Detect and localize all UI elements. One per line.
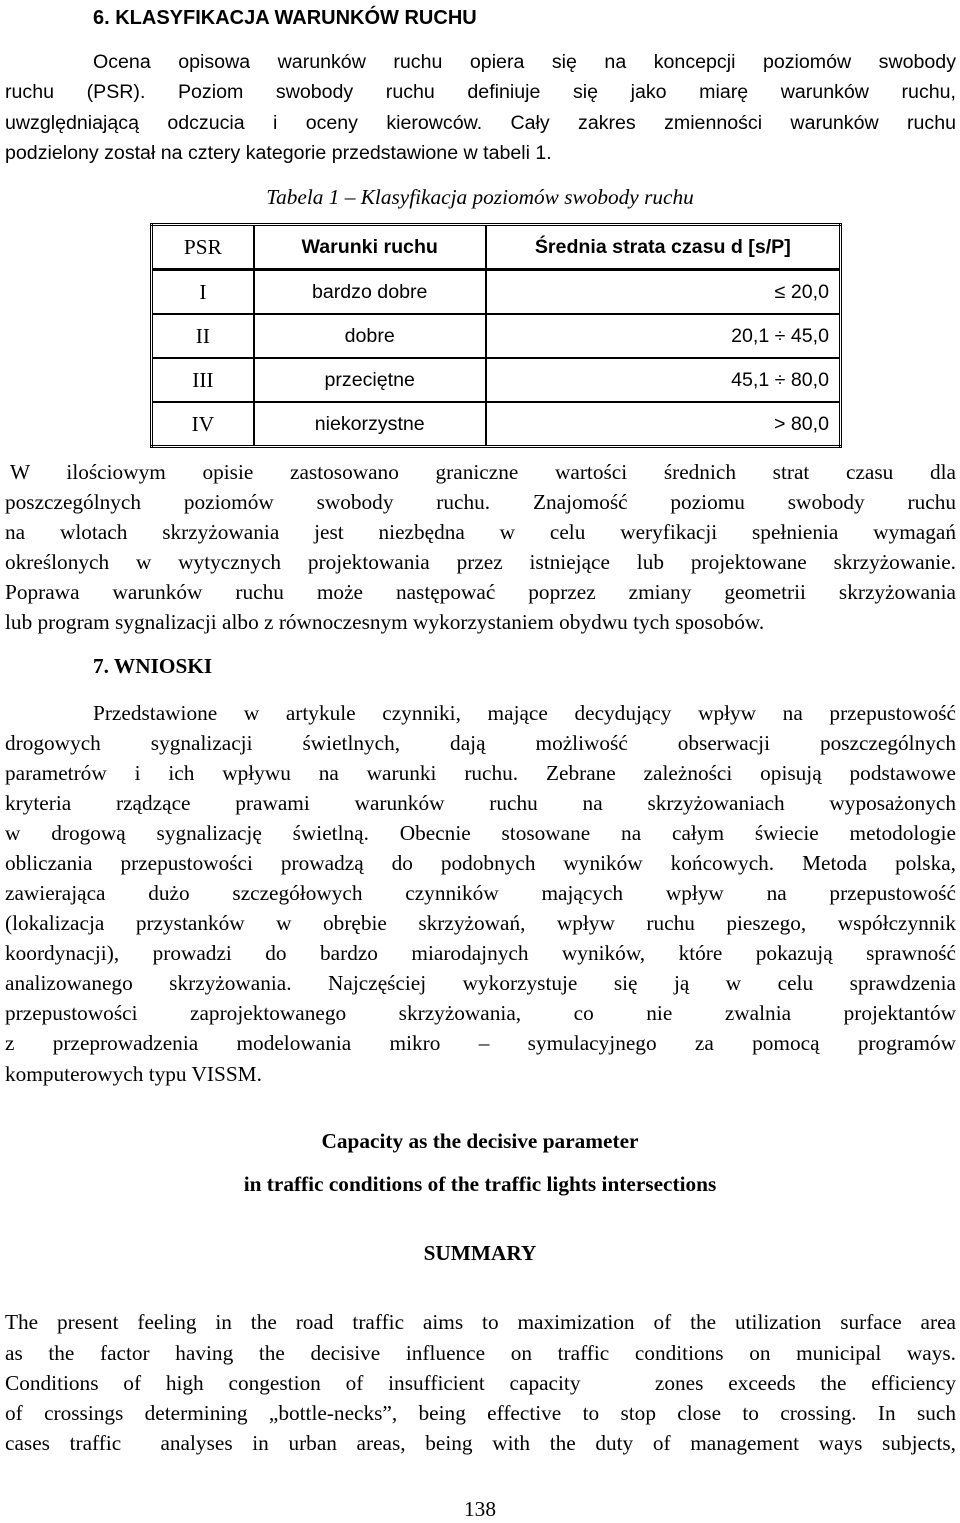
delay-cell: > 80,0: [486, 402, 841, 447]
conclusion-line-4: kryteria rządzące prawami warunków ruchu na skrzyżowaniach wyposażonych: [5, 791, 956, 815]
table-caption: Tabela 1 – Klasyfikacja poziomów swobody ruchu: [266, 185, 694, 209]
table-header-row: [152, 225, 841, 270]
table-row: [152, 402, 841, 447]
after-table-line-1: W ilościowym opisie zastosowano graniczne wartości średnich strat czasu dla: [10, 460, 956, 484]
summary-line-2: as the factor having the decisive influence on traffic conditions on municipal ways.: [5, 1341, 956, 1365]
delay-cell: ≤ 20,0: [486, 270, 841, 315]
delay-cell: 20,1 ÷ 45,0: [486, 314, 841, 358]
header-psr: PSR: [152, 225, 254, 270]
table-row: [152, 358, 841, 402]
psr-cell: II: [152, 314, 254, 358]
table-row: [152, 314, 841, 358]
after-table-line-3: na wlotach skrzyżowania jest niezbędna w celu weryfikacji spełnienia wymagań: [5, 520, 956, 544]
conclusion-line-8: (lokalizacja przystanków w obrębie skrzyżowań, wpływ ruchu pieszego, współczynnik: [5, 911, 956, 935]
table-row: [152, 270, 841, 315]
after-table-line-2: poszczególnych poziomów swobody ruchu. Znajomość poziomu swobody ruchu: [5, 490, 956, 514]
summary-line-1: The present feeling in the road traffic aims to maximization of the utilization surface area: [5, 1310, 956, 1334]
summary-heading: SUMMARY: [423, 1241, 537, 1265]
conclusion-line-10: analizowanego skrzyżowania. Najczęściej wykorzystuje się ją w celu sprawdzenia: [5, 971, 956, 995]
conclusion-line-3: parametrów i ich wpływu na warunki ruchu. Zebrane zależności opisują podstawowe: [5, 761, 956, 785]
conclusion-line-9: koordynacji), prowadzi do bardzo miarodajnych wyników, które pokazują sprawność: [5, 941, 956, 965]
english-title-line-1: Capacity as the decisive parameter: [321, 1129, 639, 1153]
page-number: 138: [464, 1497, 496, 1521]
conclusion-line-5: w drogową sygnalizację świetlną. Obecnie stosowane na całym świecie metodologie: [5, 821, 956, 845]
intro-line-4: podzielony został na cztery kategorie przedstawione w tabeli 1.: [5, 142, 552, 164]
conclusion-line-1: Przedstawione w artykule czynniki, mające decydujący wpływ na przepustowość: [93, 701, 956, 725]
conclusion-line-13: komputerowych typu VISSM.: [5, 1062, 262, 1086]
english-title-line-2: in traffic conditions of the traffic lights intersections: [243, 1172, 717, 1196]
summary-line-3: Conditions of high congestion of insufficient capacity zones exceeds the efficiency: [5, 1371, 956, 1395]
condition-cell: przeciętne: [254, 358, 486, 402]
summary-line-5: cases traffic analyses in urban areas, being with the duty of management ways subjects,: [5, 1431, 956, 1455]
conclusion-line-7: zawierająca dużo szczegółowych czynników mających wpływ na przepustowość: [5, 881, 956, 905]
header-delay: Średnia strata czasu d [s/P]: [486, 225, 841, 270]
after-table-line-6: lub program sygnalizacji albo z równoczesnym wykorzystaniem obydwu tych sposobów.: [5, 610, 765, 634]
conclusion-line-12: z przeprowadzenia modelowania mikro – symulacyjnego za pomocą programów: [5, 1031, 956, 1055]
psr-cell: I: [152, 270, 254, 315]
intro-line-2: ruchu (PSR). Poziom swobody ruchu definiuje się jako miarę warunków ruchu,: [5, 81, 956, 103]
psr-table: [150, 223, 842, 442]
after-table-line-4: określonych w wytycznych projektowania przez istniejące lub projektowane skrzyżowanie.: [5, 550, 956, 574]
header-conditions: Warunki ruchu: [254, 225, 486, 270]
after-table-line-5: Poprawa warunków ruchu może następować poprzez zmiany geometrii skrzyżowania: [5, 580, 956, 604]
intro-line-1: Ocena opisowa warunków ruchu opiera się na koncepcji poziomów swobody: [93, 51, 956, 73]
conclusion-line-11: przepustowości zaprojektowanego skrzyżowania, co nie zwalnia projektantów: [5, 1001, 956, 1025]
psr-cell: III: [152, 358, 254, 402]
section-7-heading: 7. WNIOSKI: [93, 654, 213, 678]
psr-cell: IV: [152, 402, 254, 447]
condition-cell: bardzo dobre: [254, 270, 486, 315]
condition-cell: dobre: [254, 314, 486, 358]
conclusion-line-2: drogowych sygnalizacji świetlnych, dają możliwość obserwacji poszczególnych: [5, 731, 956, 755]
summary-line-4: of crossings determining „bottle-necks”, being effective to stop close to crossing. In such: [5, 1401, 956, 1425]
section-6-heading: 6. KLASYFIKACJA WARUNKÓW RUCHU: [93, 7, 477, 29]
intro-line-3: uwzględniającą odczucia i oceny kierowców. Cały zakres zmienności warunków ruchu: [5, 112, 956, 134]
delay-cell: 45,1 ÷ 80,0: [486, 358, 841, 402]
condition-cell: niekorzystne: [254, 402, 486, 447]
conclusion-line-6: obliczania przepustowości prowadzą do podobnych wyników końcowych. Metoda polska,: [5, 851, 956, 875]
